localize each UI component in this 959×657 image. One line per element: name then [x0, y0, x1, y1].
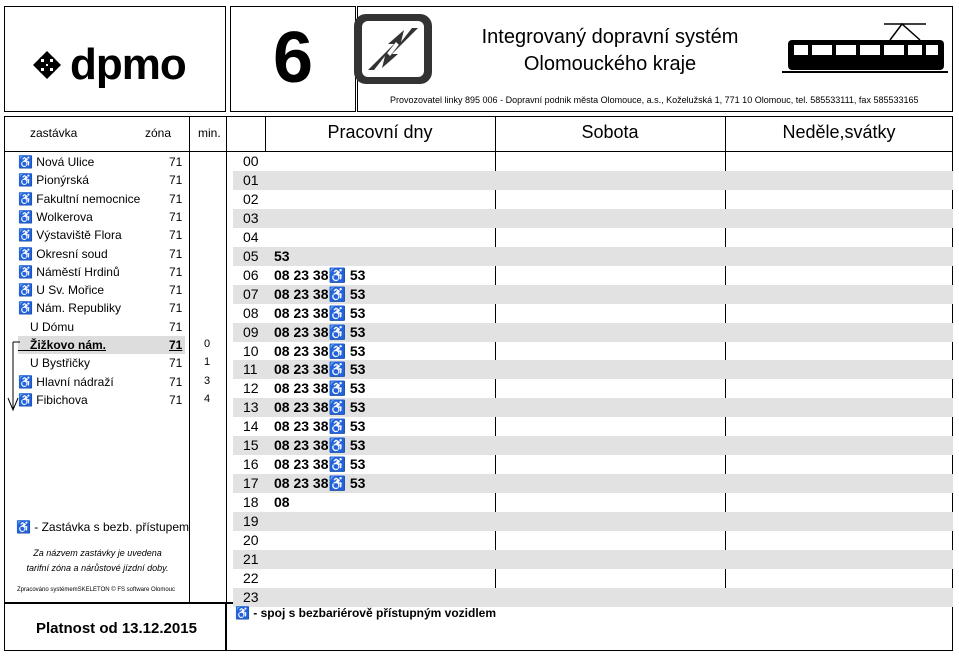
sunday-column-header: Neděle,svátky — [782, 122, 896, 142]
hour-label: 01 — [243, 171, 259, 188]
stop-row — [18, 263, 185, 281]
hour-row — [233, 342, 953, 361]
weekday-departures: 08 23 38♿ 53 — [274, 418, 366, 435]
stop-zone: 71 — [169, 155, 183, 169]
divider-line — [265, 116, 266, 151]
stop-zone: 71 — [169, 283, 183, 298]
stop-minute: 0 — [203, 338, 211, 350]
hour-label: 14 — [243, 418, 259, 435]
stop-minute: 1 — [203, 356, 211, 369]
stop-row — [18, 281, 185, 299]
stop-zone: 71 — [169, 228, 183, 243]
hour-row — [233, 304, 953, 323]
weekday-departures: 08 23 38♿ 53 — [274, 266, 366, 283]
hour-row — [233, 228, 953, 247]
stop-name: Žižkovo nám. — [18, 338, 107, 352]
logo-text: dpmo — [70, 40, 186, 89]
stop-row — [18, 318, 185, 336]
hour-row — [233, 398, 953, 417]
dpmo-logo — [30, 40, 186, 90]
divider-line — [189, 116, 190, 603]
stop-zone: 71 — [169, 301, 183, 316]
hour-row — [233, 569, 953, 588]
stop-row — [18, 299, 185, 317]
stop-zone: 71 — [169, 356, 183, 371]
system-title — [440, 24, 780, 78]
hour-row — [233, 417, 953, 436]
stop-zone: 71 — [169, 338, 183, 352]
stop-minute: 4 — [203, 392, 211, 405]
hour-row — [233, 171, 953, 190]
stop-zone: 71 — [169, 264, 183, 279]
hour-row — [233, 493, 953, 512]
hour-label: 11 — [243, 361, 258, 378]
hour-row — [233, 285, 953, 304]
legend-zone-note-2: tarifní zóna a nárůstové jízdní doby. — [26, 563, 169, 573]
stop-name: ♿ Výstaviště Flora — [18, 228, 122, 243]
hour-label: 16 — [243, 456, 259, 473]
hour-label: 18 — [243, 494, 259, 511]
hour-label: 07 — [243, 285, 259, 302]
stop-row — [18, 354, 185, 372]
hour-row — [233, 455, 953, 474]
system-title-line-1: Integrovaný dopravní systém — [481, 26, 739, 48]
hour-label: 22 — [243, 569, 259, 586]
hour-row — [233, 474, 953, 493]
tram-icon — [782, 20, 948, 78]
hour-label: 13 — [243, 399, 259, 416]
stop-minute: 3 — [203, 374, 211, 387]
stop-row — [18, 153, 185, 171]
hour-row — [233, 152, 953, 171]
hour-label: 06 — [243, 266, 259, 283]
hour-label: 23 — [243, 588, 259, 605]
stop-zone: 71 — [169, 191, 183, 206]
stop-name: ♿ Fakultní nemocnice — [18, 191, 141, 206]
stop-row — [18, 226, 185, 244]
stop-name: ♿ Okresní soud — [18, 246, 108, 261]
stop-row — [18, 171, 185, 189]
hour-label: 17 — [243, 475, 259, 492]
hour-row — [233, 323, 953, 342]
stop-zone: 71 — [169, 319, 183, 334]
saturday-column-header: Sobota — [581, 122, 639, 142]
stop-name: U Dómu — [18, 319, 75, 334]
stop-name: ♿ Pionýrská — [18, 173, 89, 188]
stop-row — [18, 190, 185, 208]
hour-label: 00 — [243, 153, 259, 169]
stop-name: ♿ Hlavní nádraží — [18, 374, 114, 389]
stop-column-header: zastávka — [30, 126, 78, 140]
weekday-departures: 08 23 38♿ 53 — [274, 323, 366, 340]
software-credit: Zpracováno systémemSKELETON © FS software Olomouc — [16, 587, 176, 593]
stop-name: ♿ U Sv. Mořice — [18, 283, 105, 298]
hour-label: 15 — [243, 437, 259, 454]
legend-stop-accessible: ♿ - Zastávka s bezb. přístupem — [16, 520, 190, 534]
zone-column-header: zóna — [145, 126, 172, 140]
weekday-departures: 53 — [274, 247, 290, 264]
hour-label: 03 — [243, 209, 259, 226]
weekday-departures: 08 23 38♿ 53 — [274, 437, 366, 454]
stop-name: ♿ Wolkerova — [18, 209, 93, 224]
hour-row — [233, 436, 953, 455]
weekday-departures: 08 23 38♿ 53 — [274, 475, 366, 492]
weekday-departures: 08 23 38♿ 53 — [274, 380, 366, 397]
stop-zone: 71 — [169, 173, 183, 188]
hour-row — [233, 550, 953, 569]
direction-arrow-icon — [6, 340, 20, 412]
hour-label: 12 — [243, 380, 259, 397]
hour-row — [233, 588, 953, 607]
stop-row — [18, 208, 185, 226]
stop-zone: 71 — [169, 246, 183, 261]
ids-logo-icon — [352, 12, 434, 86]
hour-label: 19 — [243, 513, 259, 530]
weekday-departures: 08 23 38♿ 53 — [274, 304, 366, 321]
stop-row — [18, 391, 185, 409]
legend-vehicle-accessible: ♿ - spoj s bezbariérově přístupným vozidlem — [235, 606, 496, 620]
hour-row — [233, 379, 953, 398]
hour-label: 08 — [243, 304, 259, 321]
hour-row — [233, 209, 953, 228]
hour-row — [233, 266, 953, 285]
weekday-departures: 08 23 38♿ 53 — [274, 456, 366, 473]
weekday-departures: 08 23 38♿ 53 — [274, 342, 366, 359]
stop-row — [18, 336, 185, 354]
minutes-column-header: min. — [198, 126, 221, 140]
weekday-departures: 08 23 38♿ 53 — [274, 361, 366, 378]
hour-label: 21 — [243, 550, 259, 567]
weekday-departures: 08 23 38♿ 53 — [274, 285, 366, 302]
hour-row — [233, 190, 953, 209]
dpmo-logo-icon — [30, 48, 64, 82]
weekdays-column-header: Pracovní dny — [327, 122, 433, 142]
stop-name: ♿ Nová Ulice — [18, 155, 95, 169]
stop-name: ♿ Náměstí Hrdinů — [18, 264, 120, 279]
hour-label: 05 — [243, 247, 259, 264]
stop-zone: 71 — [169, 392, 183, 407]
stop-name: ♿ Fibichova — [18, 392, 88, 407]
stop-row — [18, 245, 185, 263]
line-number: 6 — [272, 18, 314, 98]
stop-name: ♿ Nám. Republiky — [18, 301, 121, 316]
stop-zone: 71 — [169, 374, 183, 389]
hour-row — [233, 247, 953, 266]
stop-zone: 71 — [169, 209, 183, 224]
legend-zone-note-1: Za názvem zastávky je uvedena — [33, 548, 162, 558]
stop-row — [18, 373, 185, 391]
weekday-departures: 08 23 38♿ 53 — [274, 399, 366, 416]
weekday-departures: 08 — [274, 494, 290, 511]
hour-row — [233, 531, 953, 550]
hour-label: 10 — [243, 342, 259, 359]
hour-label: 04 — [243, 228, 259, 245]
validity-date: Platnost od 13.12.2015 — [36, 620, 197, 637]
hour-label: 09 — [243, 323, 259, 340]
operator-info: Provozovatel linky 895 006 - Dopravní podnik města Olomouce, a.s., Koželužská 1, 771 10 Olomouc, tel. 585533111, fax 585533165 — [390, 95, 919, 105]
hour-label: 20 — [243, 532, 259, 548]
hour-label: 02 — [243, 190, 259, 207]
stop-name: U Bystřičky — [18, 356, 90, 371]
divider-line — [226, 116, 227, 603]
system-title-line-2: Olomouckého kraje — [523, 53, 697, 75]
hour-row — [233, 360, 953, 379]
hour-row — [233, 512, 953, 531]
